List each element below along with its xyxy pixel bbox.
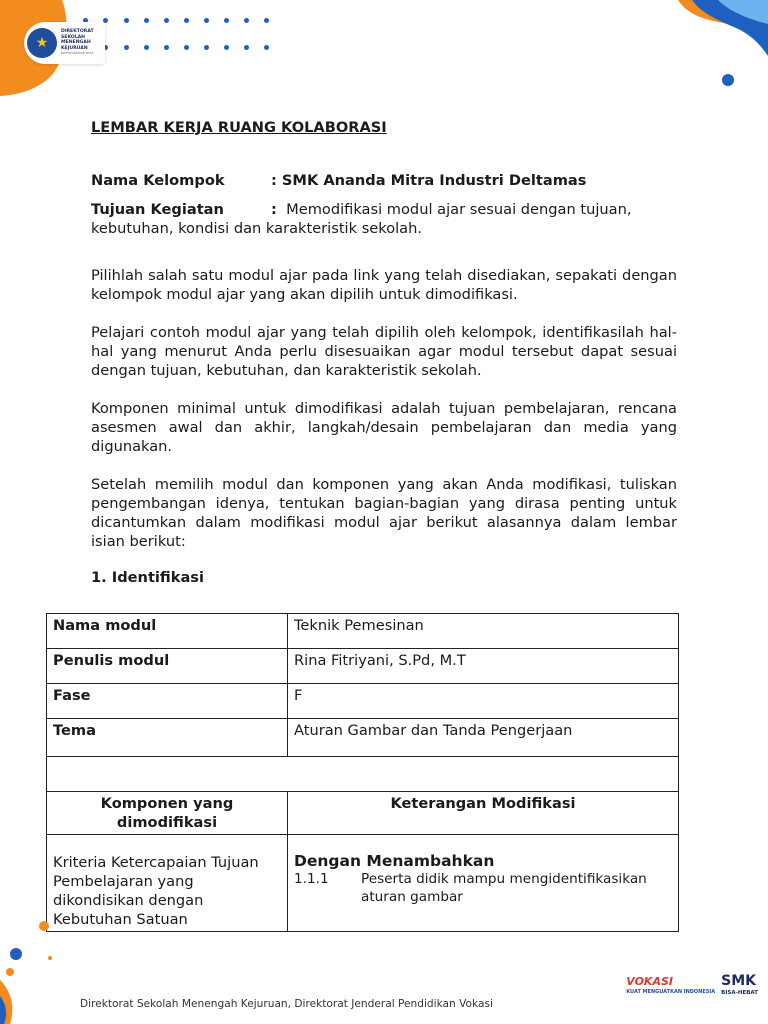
tut-wuri-icon: ★: [27, 28, 57, 58]
keterangan-cell: [288, 835, 679, 932]
vokasi-logo: VOKASI KUAT MENGUATKAN INDONESIA: [626, 975, 716, 995]
empty-cell: [47, 757, 679, 792]
tujuan-colon: :: [271, 201, 277, 218]
bottom-wave-decoration: [0, 914, 60, 1024]
nama-kelompok-field: [91, 171, 677, 190]
list-item: [294, 871, 672, 906]
col-header-komponen: Komponen yang dimodifikasi: [47, 792, 288, 835]
dengan-label: Dengan Menambahkan: [294, 852, 495, 870]
footer-logos: [626, 975, 758, 999]
table-row: [47, 684, 679, 719]
col-header-keterangan: Keterangan Modifikasi: [288, 792, 679, 835]
row-value: Rina Fitriyani, S.Pd, M.T: [288, 649, 679, 684]
nama-kelompok-label: Nama Kelompok: [91, 172, 225, 189]
item-text: Peserta didik mampu mengidentifikasikan aturan gambar: [361, 871, 647, 905]
paragraph-2: Pelajari contoh modul ajar yang telah dipilih oleh kelompok, identifikasilah hal-hal yang menurut Anda perlu disesuaikan agar modul tersebut dapat sesuai dengan tujuan, kebutuhan, dan karakteristik sekolah.: [91, 324, 677, 379]
row-label: Nama modul: [47, 614, 288, 649]
page-title: LEMBAR KERJA RUANG KOLABORASI: [91, 119, 387, 136]
tujuan-label: Tujuan Kegiatan: [91, 201, 224, 218]
wave-decoration: [658, 0, 768, 110]
table-row: [47, 835, 679, 932]
table-row: [47, 614, 679, 649]
row-value: Aturan Gambar dan Tanda Pengerjaan: [288, 719, 679, 757]
table-row: [47, 719, 679, 757]
document-body: [91, 118, 677, 587]
footer-text: Direktorat Sekolah Menengah Kejuruan, Direktorat Jenderal Pendidikan Vokasi: [80, 998, 493, 1010]
paragraph-3: Komponen minimal untuk dimodifikasi adalah tujuan pembelajaran, rencana asesmen awal dan akhir, langkah/desain pembelajaran dan media yang digunakan.: [91, 400, 677, 455]
smk-logo: SMK BISA-HEBAT: [721, 973, 758, 996]
logo-text: DIREKTORAT SEKOLAH MENENGAH KEJURUAN Kemendikbudristek: [61, 29, 94, 56]
tujuan-field: [91, 200, 677, 238]
paragraph-4: Setelah memilih modul dan komponen yang akan Anda modifikasi, tuliskan pengembangan idenya, tentukan bagian-bagian yang dirasa penting untuk dicantumkan dalam modifikasi modul ajar berikut alasannya dalam lembar isian berikut:: [91, 476, 677, 550]
tujuan-value: Memodifikasi modul ajar sesuai dengan tujuan,: [286, 201, 632, 218]
row-label: Fase: [47, 684, 288, 719]
paragraph-1: Pilihlah salah satu modul ajar pada link yang telah disediakan, sepakati dengan kelompok modul ajar yang akan dipilih untuk dimodifikasi.: [91, 267, 677, 303]
table-header-row: [47, 792, 679, 835]
row-value: Teknik Pemesinan: [288, 614, 679, 649]
section-heading: 1. Identifikasi: [91, 569, 204, 586]
item-number: 1.1.1: [294, 871, 329, 887]
komponen-cell: Kriteria Ketercapaian Tujuan Pembelajaran yang dikondisikan dengan Kebutuhan Satuan: [47, 835, 288, 932]
table-row: [47, 649, 679, 684]
tujuan-value-cont: kebutuhan, kondisi dan karakteristik sekolah.: [91, 220, 423, 237]
row-label: Tema: [47, 719, 288, 757]
ministry-logo: [24, 22, 105, 64]
row-value: F: [288, 684, 679, 719]
nama-kelompok-value: : SMK Ananda Mitra Industri Deltamas: [271, 172, 587, 189]
row-label: Penulis modul: [47, 649, 288, 684]
identification-table: [46, 613, 679, 932]
table-row-empty: [47, 757, 679, 792]
